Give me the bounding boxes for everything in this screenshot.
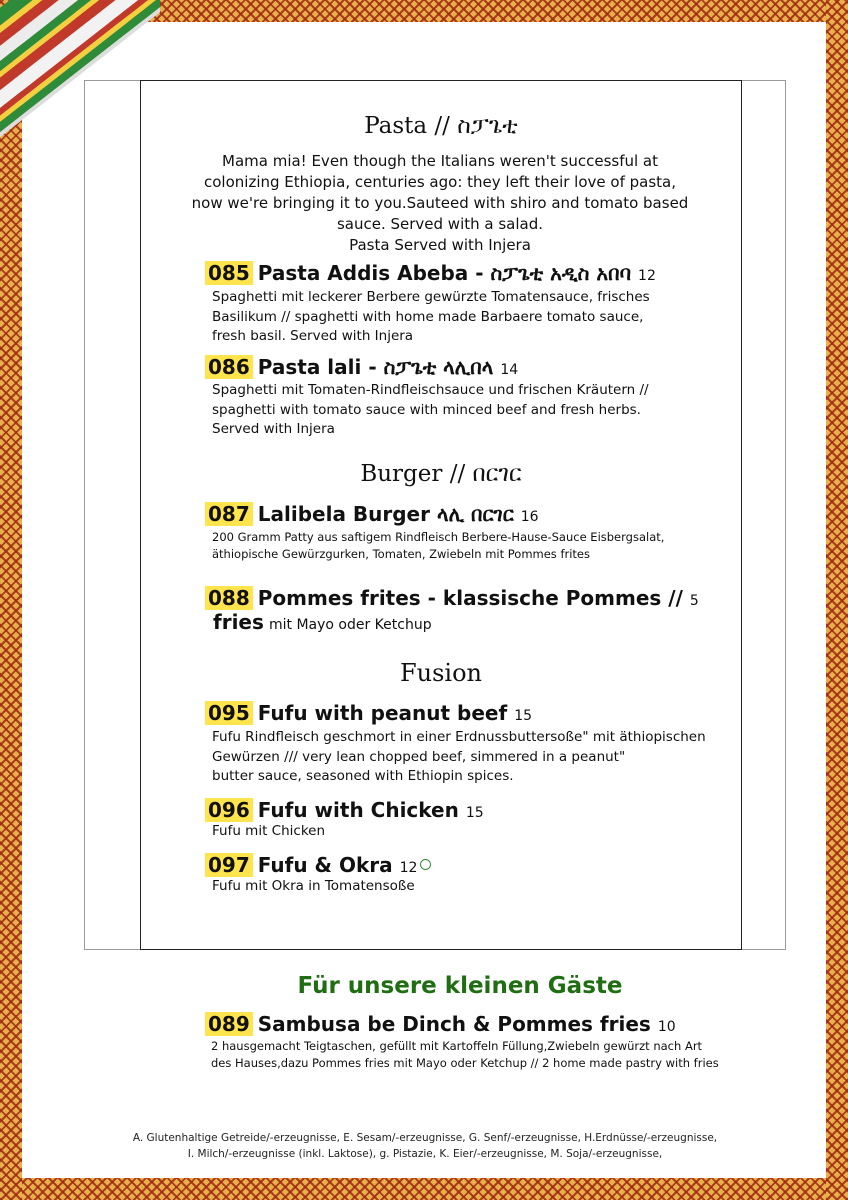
item-price: 16 bbox=[520, 509, 539, 525]
vegan-icon bbox=[420, 859, 431, 870]
item-description bbox=[212, 381, 745, 440]
description-line: mit Mayo oder Ketchup bbox=[268, 617, 432, 633]
pasta-intro bbox=[150, 151, 730, 256]
description-line: Fufu mit Okra in Tomatensoße bbox=[212, 878, 415, 894]
pasta-intro-line: now we're bringing it to you.Sauteed with shiro and tomato based bbox=[191, 194, 689, 212]
item-description bbox=[212, 288, 745, 347]
item-price: 12 bbox=[638, 268, 656, 284]
description-line: Served with Injera bbox=[212, 421, 335, 437]
pasta-intro-line: Pasta Served with Injera bbox=[349, 236, 531, 254]
item-price: 15 bbox=[514, 708, 533, 724]
pasta-intro-line: colonizing Ethiopia, centuries ago: they left their love of pasta, bbox=[204, 173, 676, 191]
menu-item-088 bbox=[205, 586, 745, 634]
item-description bbox=[212, 529, 745, 563]
item-number: 086 bbox=[205, 355, 253, 379]
section-title-fusion: Fusion bbox=[399, 659, 482, 687]
description-bold-word: fries bbox=[213, 610, 264, 634]
description-line: des Hauses,dazu Pommes fries mit Mayo oder Ketchup // 2 home made pastry with fries bbox=[211, 1056, 719, 1070]
item-price: 5 bbox=[689, 593, 699, 609]
item-number: 096 bbox=[205, 798, 253, 822]
item-name: Pasta Addis Abeba - ስፓጌቲ አዲስ አበባ bbox=[257, 261, 632, 285]
item-name: Fufu with peanut beef bbox=[257, 701, 508, 725]
description-line: Spaghetti mit Tomaten-Rindfleischsauce und frischen Kräutern // bbox=[212, 382, 649, 398]
description-line: Fufu mit Chicken bbox=[212, 823, 326, 839]
description-line: Fufu Rindfleisch geschmort in einer Erdnussbuttersoße" mit äthiopischen bbox=[212, 729, 706, 745]
item-description bbox=[212, 822, 745, 842]
allergen-line: A. Glutenhaltige Getreide/-erzeugnisse, E. Sesam/-erzeugnisse, G. Senf/-erzeugnisse, H.Erdnüsse/-erzeugnisse, bbox=[132, 1132, 718, 1144]
item-name: Pasta lali - ስፓጌቲ ላሊበላ bbox=[257, 355, 494, 379]
menu-item-095 bbox=[205, 701, 745, 787]
allergen-legend bbox=[60, 1130, 790, 1162]
menu-item-089 bbox=[205, 1012, 745, 1072]
item-number: 089 bbox=[205, 1012, 253, 1036]
description-line: butter sauce, seasoned with Ethiopin spices. bbox=[212, 768, 514, 784]
description-line: Basilikum // spaghetti with home made Barbaere tomato sauce, bbox=[212, 308, 644, 325]
decorative-border-bottom bbox=[0, 1178, 848, 1200]
item-name: Lalibela Burger ላሊ በርገር bbox=[257, 502, 514, 526]
item-name: Pommes frites - klassische Pommes // bbox=[257, 586, 683, 610]
decorative-border-left bbox=[0, 0, 22, 1200]
description-line: Spaghetti mit leckerer Berbere gewürzte Tomatensauce, frisches bbox=[212, 289, 650, 305]
item-number: 088 bbox=[205, 586, 253, 610]
item-price: 14 bbox=[500, 362, 519, 378]
description-line: spaghetti with tomato sauce with minced beef and fresh herbs. bbox=[212, 401, 641, 418]
section-title-burger: Burger // በርገር bbox=[360, 461, 522, 487]
menu-item-085 bbox=[205, 261, 745, 347]
decorative-border-right bbox=[826, 0, 848, 1200]
item-number: 097 bbox=[205, 853, 253, 877]
section-title-kids: Für unsere kleinen Gäste bbox=[297, 973, 623, 999]
description-line: 2 hausgemacht Teigtaschen, gefüllt mit Kartoffeln Füllung,Zwiebeln gewürzt nach Art bbox=[211, 1039, 703, 1053]
allergen-line: I. Milch/-erzeugnisse (inkl. Laktose), g. Pistazie, K. Eier/-erzeugnisse, M. Soja/-erzeugnisse, bbox=[187, 1148, 663, 1160]
item-description bbox=[211, 1038, 745, 1072]
description-line: äthiopische Gewürzgurken, Tomaten, Zwiebeln mit Pommes frites bbox=[212, 547, 590, 561]
menu-item-096 bbox=[205, 798, 745, 842]
description-line: 200 Gramm Patty aus saftigem Rindfleisch Berbere-Hause-Sauce Eisbergsalat, bbox=[212, 530, 665, 544]
item-description bbox=[213, 610, 745, 634]
pasta-intro-line: Mama mia! Even though the Italians weren't successful at bbox=[222, 152, 658, 170]
menu-item-086 bbox=[205, 355, 745, 440]
item-price: 15 bbox=[465, 805, 484, 821]
description-line: fresh basil. Served with Injera bbox=[212, 328, 414, 344]
item-description bbox=[212, 877, 745, 897]
item-price: 12 bbox=[399, 860, 418, 876]
item-number: 085 bbox=[205, 261, 253, 285]
item-price: 10 bbox=[657, 1019, 676, 1035]
item-number: 095 bbox=[205, 701, 253, 725]
menu-item-097 bbox=[205, 853, 745, 897]
pasta-intro-line: sauce. Served with a salad. bbox=[336, 215, 544, 233]
item-name: Fufu with Chicken bbox=[257, 798, 459, 822]
item-name: Fufu & Okra bbox=[257, 853, 393, 877]
item-number: 087 bbox=[205, 502, 253, 526]
menu-item-087 bbox=[205, 502, 745, 563]
section-title-pasta: Pasta // ስፓጌቲ bbox=[364, 113, 518, 139]
item-name: Sambusa be Dinch & Pommes fries bbox=[257, 1012, 651, 1036]
description-line: Gewürzen /// very lean chopped beef, simmered in a peanut" bbox=[212, 748, 626, 765]
item-description bbox=[212, 728, 745, 787]
